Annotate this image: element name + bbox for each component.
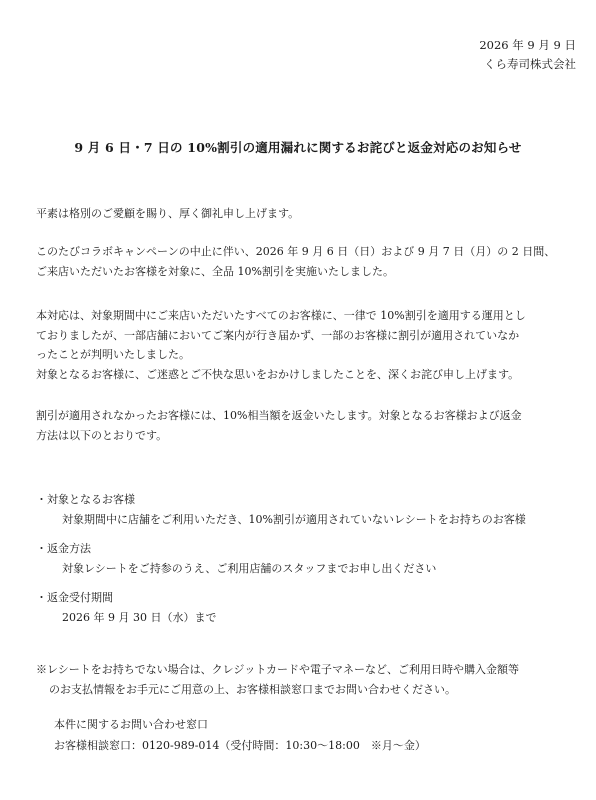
list-item-heading: ・返金受付期間 [36,591,113,604]
greeting-paragraph [36,204,576,224]
notice-title: 9 月 6 日・7 日の 10%割引の適用漏れに関するお詫びと返金対応のお知らせ [74,140,522,155]
list-item-detail: 2026 年 9 月 30 日（水）まで [62,610,217,624]
list-item-refund-period [36,588,576,627]
campaign-paragraph [36,242,576,281]
apology-line-4: 対象となるお客様に、ご迷惑とご不快な思いをおかけしましたことを、深くお詫び申し上げます。 [36,367,520,381]
list-item-heading: ・返金方法 [36,542,91,555]
contact-heading: 本件に関するお問い合わせ窓口 [54,718,208,731]
list-item-heading: ・対象となるお客様 [36,493,135,506]
apology-line-1: 本対応は、対象期間中にご来店いただいたすべてのお客様に、一律で 10%割引を適用する運用とし [36,309,526,322]
apology-line-3: ったことが判明いたしました。 [36,348,190,361]
refund-line-2: 方法は以下のとおりです。 [36,428,168,442]
apology-paragraph [36,306,576,384]
receipt-note [36,660,576,699]
issuer-block [479,36,576,74]
apology-line-2: ておりましたが、一部店舗においてご案内が行き届かず、一部のお客様に割引が適用されていなか [36,328,520,342]
contact-detail: お客様相談窓口：0120-989-014（受付時間：10:30～18:00 ※月～金） [54,739,426,752]
issue-date: 2026 年 9 月 9 日 [479,38,576,52]
list-item-eligible-customers [36,490,576,529]
list-item-detail: 対象期間中に店舗をご利用いただき、10%割引が適用されていないレシートをお持ちのお客様 [62,512,526,526]
list-item-refund-method [36,539,576,578]
greeting-text: 平素は格別のご愛顧を賜り、厚く御礼申し上げます。 [36,207,300,220]
contact-block [54,714,574,756]
list-item-detail: 対象レシートをご持参のうえ、ご利用店舗のスタッフまでお申し出ください [62,561,437,575]
campaign-line-2: ご来店いただいたお客様を対象に、全品 10%割引を実施いたしました。 [36,264,394,278]
campaign-line-1: このたびコラボキャンペーンの中止に伴い、2026 年 9 月 6 日（日）および 9 月 7 日（月）の 2 日間、 [36,245,556,258]
refund-paragraph [36,406,576,445]
note-line-2: のお支払情報をお手元にご用意の上、お客様相談窓口までお問い合わせください。 [49,682,456,696]
note-line-1: ※レシートをお持ちでない場合は、クレジットカードや電子マネーなど、ご利用日時や購入金額等 [36,663,520,676]
company-name: くら寿司株式会社 [484,57,576,71]
refund-line-1: 割引が適用されなかったお客様には、10%相当額を返金いたします。対象となるお客様および返金 [36,409,522,422]
refund-details-list [36,490,576,637]
